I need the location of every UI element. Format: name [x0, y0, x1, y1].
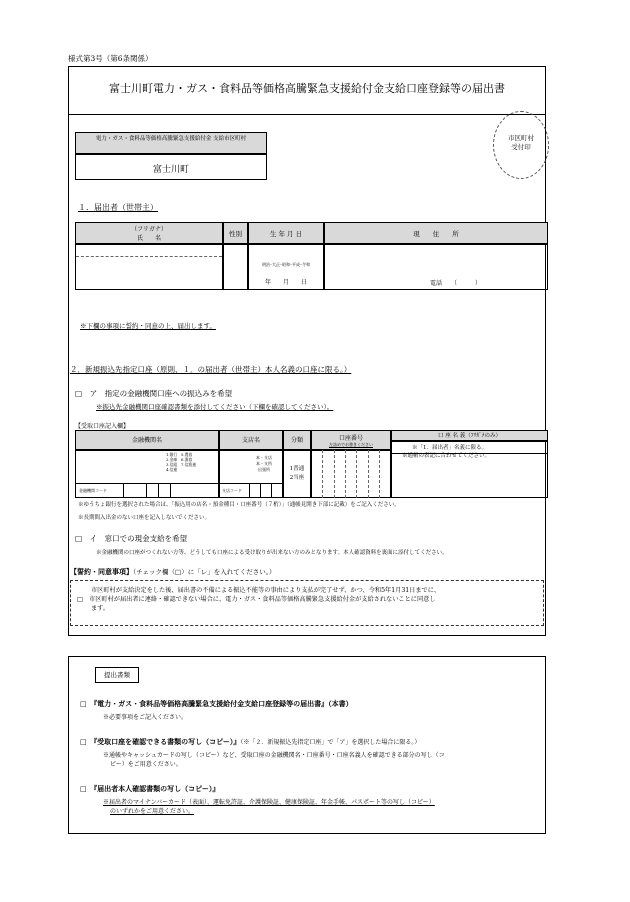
dob-input[interactable]: 明治･大正･昭和･平成･令和 年 月 日	[248, 244, 324, 290]
submission-label: 提出書類	[95, 667, 139, 683]
col-account-number: 口座番号 左詰めでお書きください	[311, 430, 391, 450]
sex-input[interactable]	[223, 244, 248, 290]
pledge-note: ※下欄の事項に誓約・同意の上、届出します。	[80, 322, 216, 330]
submission-item-3[interactable]: □ 『届出者本人確認書類の写し（コピー）』	[80, 784, 220, 793]
address-input[interactable]: 電話 （ ）	[324, 244, 548, 290]
dormant-note: ※長期間入出金のない口座を記入しないでください。	[78, 515, 211, 521]
col-branch: 支店名	[219, 430, 283, 450]
municipality-value: 富士川町	[152, 165, 189, 175]
submission-item-1[interactable]: □ 『電力・ガス・食料品等価格高騰緊急支援給付金支給口座登録等の届出書』（本書）	[80, 699, 353, 708]
sex-header: 性別	[223, 222, 248, 244]
option-i-note: ※金融機関の口座がつくれない方等、どうしても口座による受け取りが出来ない方のみとなります。本人確認資料を裏面に添付してください。	[96, 550, 448, 556]
option-a-checkbox[interactable]: □ ア 指定の金融機関口座への振込みを希望	[75, 389, 233, 398]
option-i-checkbox[interactable]: □ イ 窓口での現金支給を希望	[75, 534, 188, 543]
branch-name-input[interactable]: 本・支店 本・支所 出張所 支店コード	[219, 450, 283, 498]
page-title: 富士川町電力・ガス・食料品等価格高騰緊急支援給付金支給口座登録等の届出書	[109, 82, 505, 95]
furigana-name-header: （フリガナ） 氏 名	[75, 222, 223, 244]
account-table-caption: 【受取口座記入欄】	[75, 423, 130, 430]
submission-item-2-note: ※通帳やキャッシュカードの写し（コピー）など、受取口座の金融機関名・口座番号・口座名義人を確認できる部分の写し（コ ピー）をご用意ください。	[103, 752, 445, 768]
consent-box[interactable]: 市区町村が支給決定をした後、届出書の不備による振込不能等の事由により支払が完了せず、かつ、令和5年1月31日までに、 □ 市区町村が届出者に連絡・確認できない場合に、電力・ガス・食料品等価格高騰緊急支援給付金が支給されないことに同意し ます。	[70, 580, 544, 626]
consent-heading: 【誓約・同意事項】（チェック欄（□）に「レ」を入れてください。）	[70, 567, 276, 576]
stamp-line2: 受付印	[511, 143, 531, 151]
section1-heading: １．届出者（世帯主）	[78, 203, 158, 212]
address-header: 現 住 所	[324, 222, 548, 244]
name-input[interactable]	[75, 244, 223, 290]
dob-header: 生 年 月 日	[248, 222, 324, 244]
col-account-holder: 口 座 名 義（ﾌﾘｶﾞﾅのみ）	[391, 430, 548, 441]
stamp-line1: 市区町村	[508, 134, 534, 142]
municipality-value-box	[75, 154, 267, 180]
account-type-select[interactable]: 1普通 2当座	[283, 450, 311, 498]
municipality-header: 電力・ガス・食料品等価格高騰緊急支援給付金 支給市区町村	[75, 132, 267, 154]
option-a-note: ※振込先金融機関口座確認書類を添付してください（下欄を確認してください）。	[96, 403, 334, 411]
submission-item-2[interactable]: □ 『受取口座を確認できる書類の写し（コピー）』（※「２．新規振込先指定口座」で「ア」を選択した場合に限る。）	[80, 737, 421, 746]
submission-item-1-note: ※必要事項をご記入ください。	[103, 714, 188, 721]
col-bank: 金融機関名	[75, 430, 219, 450]
col-type: 分類	[283, 430, 311, 450]
section2-heading: ２．新規振込先指定口座（原則、１．の届出者（世帯主）本人名義の口座に限る。）	[70, 365, 352, 374]
bank-name-input[interactable]: 1.銀行 5.農協 2.金庫 6.漁協 3.信組 7.信漁連 4.信連 金融機関コード	[75, 450, 219, 498]
yucho-note: ※ゆうちょ銀行を選択された場合は、「振込用の店名・預金種目・口座番号（７桁）」（通帳見開き下部に記載）をご記入ください。	[78, 502, 400, 508]
account-holder-input[interactable]: ※「1．届出者」名義に限る。 ※通帳の表記に合わせてください。	[391, 441, 548, 498]
reception-stamp-circle	[493, 111, 549, 179]
submission-item-3-note: ※届出者のマイナンバーカード（表面）、運転免許証、介護保険証、健康保険証、年金手帳、パスポート等の写し（コピー） のいずれかをご用意ください。	[103, 799, 435, 815]
form-id: 様式第3号（第6条関係）	[68, 54, 153, 63]
